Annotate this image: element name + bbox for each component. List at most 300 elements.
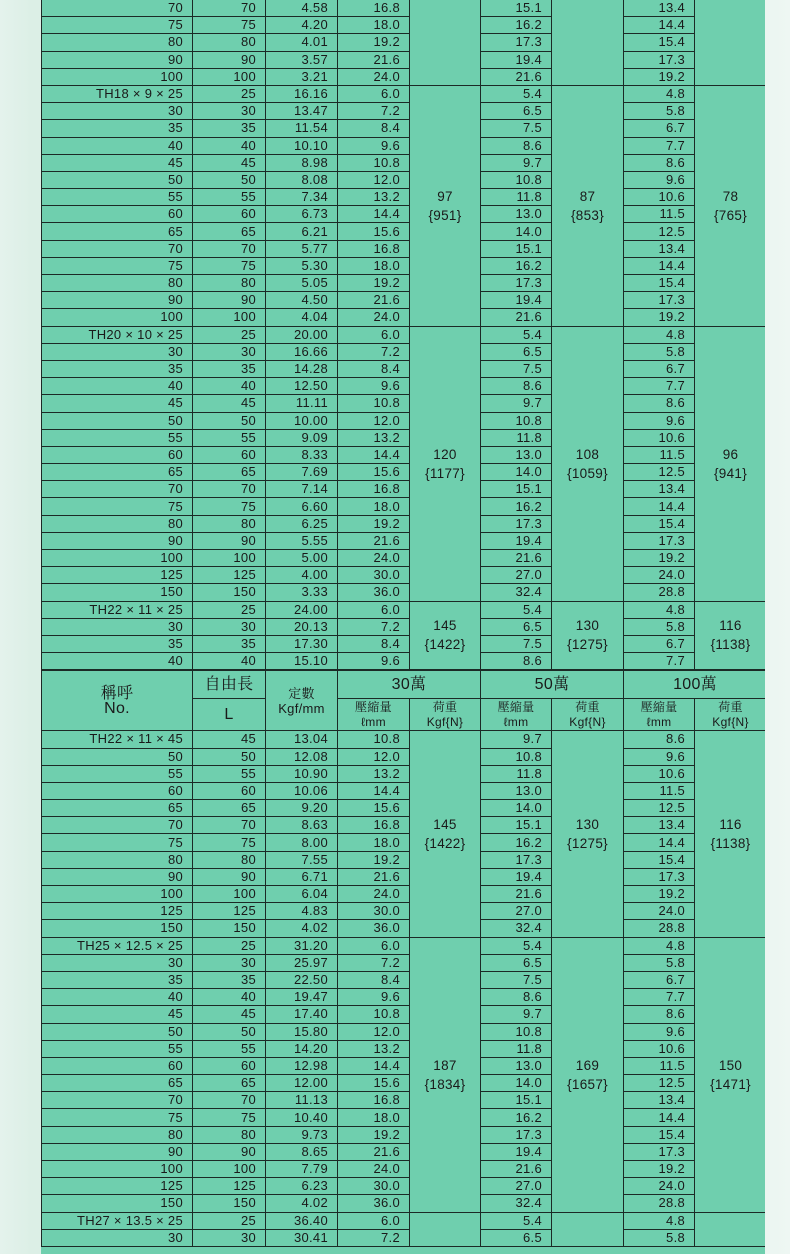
- free-length-cell: 40: [193, 137, 266, 154]
- compress-30-cell: 6.0: [338, 1212, 410, 1229]
- compress-100-cell: 11.5: [624, 446, 695, 463]
- free-length-cell: 90: [193, 868, 266, 885]
- spring-constant-cell: 9.20: [266, 800, 338, 817]
- compress-50-cell: 15.1: [481, 481, 552, 498]
- table-row: [42, 748, 766, 765]
- compress-50-cell: 27.0: [481, 567, 552, 584]
- spring-name-cell: 50: [42, 412, 193, 429]
- spring-name-cell: 45: [42, 154, 193, 171]
- compress-50-cell: 8.6: [481, 137, 552, 154]
- free-length-cell: 100: [193, 886, 266, 903]
- spring-name-cell: 90: [42, 51, 193, 68]
- compress-30-cell: 14.4: [338, 782, 410, 799]
- load-kgf: 150: [718, 1057, 743, 1073]
- compress-50-cell: 16.2: [481, 17, 552, 34]
- spring-constant-cell: 6.60: [266, 498, 338, 515]
- load-value-cell: [695, 326, 766, 601]
- compress-30-cell: 8.4: [338, 360, 410, 377]
- cycle-100-header: 100萬: [624, 671, 765, 699]
- load-header-50: [552, 699, 624, 731]
- free-length-cell: 70: [193, 1092, 266, 1109]
- spring-constant-cell: 22.50: [266, 971, 338, 988]
- compress-100-cell: 7.7: [624, 378, 695, 395]
- free-length-cell: 100: [193, 309, 266, 326]
- compress-100-cell: 24.0: [624, 1178, 695, 1195]
- compress-50-cell: 11.8: [481, 765, 552, 782]
- load-kgf: 187: [433, 1057, 457, 1073]
- compress-50-cell: 7.5: [481, 635, 552, 652]
- compress-50-cell: 5.4: [481, 1212, 552, 1229]
- load-newton: {951}: [428, 207, 462, 223]
- spring-constant-cell: 15.80: [266, 1023, 338, 1040]
- free-length-cell: 125: [193, 1178, 266, 1195]
- compress-100-cell: 4.8: [624, 601, 695, 618]
- table-row: [42, 1109, 766, 1126]
- free-length-cell: 100: [193, 68, 266, 85]
- free-length-cell: 100: [193, 550, 266, 567]
- load-newton: {1138}: [710, 637, 751, 653]
- compress-100-cell: 11.5: [624, 782, 695, 799]
- spring-constant-cell: 12.98: [266, 1057, 338, 1074]
- compress-100-cell: 7.7: [624, 989, 695, 1006]
- compress-100-cell: 10.6: [624, 765, 695, 782]
- compress-100-cell: 17.3: [624, 292, 695, 309]
- free-length-cell: 50: [193, 412, 266, 429]
- table-row: [42, 103, 766, 120]
- free-length-cell: 50: [193, 1023, 266, 1040]
- compress-30-cell: 12.0: [338, 1023, 410, 1040]
- spring-name-cell: 65: [42, 223, 193, 240]
- compress-50-cell: 10.8: [481, 412, 552, 429]
- bottom-table-body: [42, 731, 766, 1247]
- free-length-cell: 150: [193, 920, 266, 937]
- compress-50-cell: 7.5: [481, 971, 552, 988]
- compress-30-cell: 36.0: [338, 584, 410, 601]
- compress-30-cell: 7.2: [338, 343, 410, 360]
- compress-50-cell: 16.2: [481, 1109, 552, 1126]
- load-kgf: 108: [575, 446, 600, 462]
- spring-constant-cell: 4.02: [266, 920, 338, 937]
- load-kgf: 116: [719, 618, 742, 634]
- spring-name-cell: 40: [42, 989, 193, 1006]
- spring-constant-cell: 4.50: [266, 292, 338, 309]
- load-value-cell: [410, 937, 481, 1212]
- compress-30-cell: 13.2: [338, 429, 410, 446]
- load-value-cell: [695, 1212, 765, 1246]
- compress-50-cell: 21.6: [481, 1161, 552, 1178]
- compress-100-cell: 5.8: [624, 343, 695, 360]
- table-row: [42, 782, 766, 799]
- free-length-cell: 125: [193, 903, 266, 920]
- table-row: [42, 635, 766, 652]
- spring-name-cell: 70: [42, 0, 193, 17]
- load-unit: Kgf{N}: [712, 714, 749, 729]
- compress-100-cell: 7.7: [624, 137, 695, 154]
- load-unit: Kgf{N}: [426, 714, 464, 729]
- free-length-cell: 45: [193, 154, 266, 171]
- spring-constant-cell: 19.47: [266, 989, 338, 1006]
- table-row: [42, 653, 766, 670]
- load-newton: {853}: [570, 207, 605, 223]
- spring-name-cell: 40: [42, 653, 193, 670]
- compress-50-cell: 15.1: [481, 0, 552, 17]
- compress-30-cell: 9.6: [338, 137, 410, 154]
- table-row: [42, 971, 766, 988]
- compress-30-cell: 6.0: [338, 937, 410, 954]
- compress-50-cell: 10.8: [481, 1023, 552, 1040]
- compress-100-cell: 9.6: [624, 1023, 695, 1040]
- table-row: [42, 240, 766, 257]
- free-length-cell: 25: [193, 1212, 266, 1229]
- compress-header-50: [481, 699, 552, 731]
- table-row: [42, 171, 766, 188]
- compress-30-cell: 15.6: [338, 800, 410, 817]
- free-length-cell: 90: [193, 532, 266, 549]
- compress-50-cell: 13.0: [481, 1057, 552, 1074]
- table-row: [42, 257, 766, 274]
- table-row: [42, 412, 766, 429]
- free-length-cell: 50: [193, 171, 266, 188]
- spring-name-cell: TH22 × 11 × 45: [42, 731, 193, 748]
- compress-100-cell: 9.6: [624, 748, 695, 765]
- compress-100-cell: 24.0: [624, 567, 695, 584]
- spring-name-cell: 40: [42, 378, 193, 395]
- compress-unit: ℓmm: [646, 714, 672, 729]
- spring-constant-cell: 10.00: [266, 412, 338, 429]
- name-label: 稱呼: [100, 684, 134, 702]
- spring-constant-cell: 6.71: [266, 868, 338, 885]
- compress-100-cell: 6.7: [624, 120, 695, 137]
- compress-30-cell: 21.6: [338, 1143, 410, 1160]
- free-length-cell: 60: [193, 782, 266, 799]
- spring-constant-cell: 24.00: [266, 601, 338, 618]
- compress-100-cell: 13.4: [624, 817, 695, 834]
- free-length-cell: 35: [193, 120, 266, 137]
- spring-constant-cell: 4.00: [266, 567, 338, 584]
- spring-constant-cell: 3.57: [266, 51, 338, 68]
- compress-50-cell: 14.0: [481, 800, 552, 817]
- compress-label: 壓縮量: [497, 699, 535, 714]
- spring-constant-cell: 5.00: [266, 550, 338, 567]
- load-label: 荷重: [575, 699, 600, 714]
- load-value-cell: [410, 1212, 481, 1246]
- table-row: [42, 1195, 766, 1212]
- spring-name-cell: 90: [42, 1143, 193, 1160]
- compress-50-cell: 7.5: [481, 120, 552, 137]
- compress-header-30: [338, 699, 410, 731]
- compress-30-cell: 16.8: [338, 481, 410, 498]
- spring-constant-cell: 20.00: [266, 326, 338, 343]
- free-length-cell: 100: [193, 1161, 266, 1178]
- spring-constant-cell: 8.98: [266, 154, 338, 171]
- table-row: [42, 360, 766, 377]
- table-row: [42, 0, 766, 17]
- spring-name-cell: 65: [42, 464, 193, 481]
- free-length-cell: 50: [193, 748, 266, 765]
- table-row: [42, 34, 766, 51]
- load-value-cell: [410, 731, 481, 937]
- spring-name-cell: 75: [42, 1109, 193, 1126]
- table-row: [42, 429, 766, 446]
- table-row: [42, 954, 766, 971]
- compress-100-cell: 12.5: [624, 800, 695, 817]
- table-row: [42, 584, 766, 601]
- free-length-cell: 55: [193, 1040, 266, 1057]
- spring-constant-cell: 10.90: [266, 765, 338, 782]
- compress-50-cell: 17.3: [481, 851, 552, 868]
- load-kgf: 130: [575, 816, 600, 832]
- spring-name-cell: 30: [42, 1229, 193, 1246]
- free-length-cell: 90: [193, 1143, 266, 1160]
- compress-100-cell: 10.6: [624, 189, 695, 206]
- compress-100-cell: 17.3: [624, 532, 695, 549]
- load-value-cell: [552, 937, 624, 1212]
- compress-30-cell: 6.0: [338, 601, 410, 618]
- compress-30-cell: 7.2: [338, 954, 410, 971]
- compress-50-cell: 9.7: [481, 395, 552, 412]
- compress-100-cell: 9.6: [624, 412, 695, 429]
- free-length-cell: 30: [193, 618, 266, 635]
- spring-name-cell: 125: [42, 567, 193, 584]
- load-newton: {1834}: [424, 1076, 466, 1092]
- spring-name-cell: TH22 × 11 × 25: [42, 601, 193, 618]
- compress-100-cell: 8.6: [624, 395, 695, 412]
- free-length-cell: 90: [193, 292, 266, 309]
- compress-30-cell: 12.0: [338, 748, 410, 765]
- compress-50-cell: 6.5: [481, 343, 552, 360]
- compress-30-cell: 21.6: [338, 868, 410, 885]
- free-length-cell: 45: [193, 395, 266, 412]
- spring-constant-cell: 14.28: [266, 360, 338, 377]
- free-length-cell: 25: [193, 601, 266, 618]
- compress-50-cell: 27.0: [481, 903, 552, 920]
- compress-100-cell: 19.2: [624, 886, 695, 903]
- compress-30-cell: 13.2: [338, 189, 410, 206]
- spring-name-cell: 80: [42, 1126, 193, 1143]
- compress-50-cell: 21.6: [481, 68, 552, 85]
- spring-constant-cell: 11.13: [266, 1092, 338, 1109]
- compress-50-cell: 6.5: [481, 103, 552, 120]
- spec-table-top: [41, 0, 765, 670]
- table-row: [42, 886, 766, 903]
- compress-50-cell: 5.4: [481, 85, 552, 102]
- load-value-cell: [410, 85, 481, 326]
- compress-50-cell: 19.4: [481, 868, 552, 885]
- spring-constant-cell: 31.20: [266, 937, 338, 954]
- free-length-cell: 70: [193, 817, 266, 834]
- compress-30-cell: 13.2: [338, 765, 410, 782]
- compress-30-cell: 8.4: [338, 971, 410, 988]
- compress-100-cell: 15.4: [624, 851, 695, 868]
- table-row: [42, 1229, 766, 1246]
- table-row: [42, 1126, 766, 1143]
- table-row: [42, 1143, 766, 1160]
- spring-constant-cell: 17.40: [266, 1006, 338, 1023]
- spring-name-cell: 75: [42, 257, 193, 274]
- spring-name-cell: 35: [42, 120, 193, 137]
- free-length-sub-label: L: [193, 699, 266, 731]
- load-newton: {1275}: [567, 637, 608, 653]
- compress-50-cell: 27.0: [481, 1178, 552, 1195]
- compress-30-cell: 15.6: [338, 464, 410, 481]
- spring-name-cell: 80: [42, 515, 193, 532]
- compress-50-cell: 17.3: [481, 515, 552, 532]
- load-value-cell: [695, 0, 766, 85]
- compress-100-cell: 8.6: [624, 731, 695, 748]
- compress-header-100: [624, 699, 695, 731]
- spring-name-cell: 80: [42, 34, 193, 51]
- free-length-cell: 70: [193, 481, 266, 498]
- spring-name-cell: 70: [42, 817, 193, 834]
- spring-constant-cell: 3.21: [266, 68, 338, 85]
- spring-constant-cell: 8.33: [266, 446, 338, 463]
- free-length-cell: 65: [193, 223, 266, 240]
- load-label: 荷重: [432, 699, 458, 714]
- compress-100-cell: 13.4: [624, 240, 695, 257]
- compress-30-cell: 21.6: [338, 292, 410, 309]
- constant-header: [266, 671, 338, 731]
- cycle-50-header: 50萬: [481, 671, 624, 699]
- compress-100-cell: 14.4: [624, 257, 695, 274]
- table-row: [42, 17, 766, 34]
- compress-unit: ℓmm: [361, 714, 386, 729]
- compress-30-cell: 36.0: [338, 920, 410, 937]
- spring-name-cell: 60: [42, 782, 193, 799]
- compress-50-cell: 10.8: [481, 171, 552, 188]
- free-length-cell: 45: [193, 731, 266, 748]
- compress-100-cell: 12.5: [624, 223, 695, 240]
- spring-name-cell: 90: [42, 532, 193, 549]
- compress-100-cell: 5.8: [624, 1229, 695, 1246]
- table-row: [42, 446, 766, 463]
- table-row: [42, 1178, 766, 1195]
- compress-30-cell: 14.4: [338, 446, 410, 463]
- spring-name-cell: 100: [42, 309, 193, 326]
- free-length-cell: 25: [193, 85, 266, 102]
- free-length-cell: 70: [193, 240, 266, 257]
- compress-30-cell: 14.4: [338, 206, 410, 223]
- compress-50-cell: 19.4: [481, 292, 552, 309]
- compress-100-cell: 19.2: [624, 309, 695, 326]
- compress-50-cell: 17.3: [481, 34, 552, 51]
- compress-100-cell: 10.6: [624, 429, 695, 446]
- compress-50-cell: 21.6: [481, 550, 552, 567]
- spring-name-cell: 150: [42, 1195, 193, 1212]
- spring-name-cell: 75: [42, 17, 193, 34]
- load-value-cell: [410, 0, 481, 85]
- table-row: [42, 515, 766, 532]
- load-value-cell: [695, 601, 766, 670]
- load-newton: {1471}: [710, 1076, 751, 1092]
- compress-50-cell: 9.7: [481, 154, 552, 171]
- spring-constant-cell: 15.10: [266, 653, 338, 670]
- compress-50-cell: 7.5: [481, 360, 552, 377]
- load-kgf: 120: [433, 446, 457, 462]
- spring-name-cell: 80: [42, 851, 193, 868]
- table-row: [42, 378, 766, 395]
- compress-50-cell: 32.4: [481, 920, 552, 937]
- table-row: [42, 920, 766, 937]
- compress-30-cell: 16.8: [338, 0, 410, 17]
- compress-50-cell: 8.6: [481, 653, 552, 670]
- table-row: [42, 1006, 766, 1023]
- spring-constant-cell: 25.97: [266, 954, 338, 971]
- table-row: [42, 1212, 766, 1229]
- compress-30-cell: 13.2: [338, 1040, 410, 1057]
- spec-table-bottom: [41, 670, 765, 1247]
- spring-constant-cell: 8.08: [266, 171, 338, 188]
- table-row: [42, 1075, 766, 1092]
- compress-50-cell: 14.0: [481, 464, 552, 481]
- spring-name-cell: 150: [42, 584, 193, 601]
- load-value-cell: [410, 326, 481, 601]
- constant-label: 定數: [288, 685, 315, 701]
- table-row: [42, 601, 766, 618]
- spring-constant-cell: 6.23: [266, 1178, 338, 1195]
- compress-30-cell: 7.2: [338, 618, 410, 635]
- load-kgf: 87: [579, 188, 596, 204]
- table-row: [42, 567, 766, 584]
- compress-100-cell: 9.6: [624, 171, 695, 188]
- compress-100-cell: 4.8: [624, 1212, 695, 1229]
- compress-50-cell: 8.6: [481, 378, 552, 395]
- compress-50-cell: 15.1: [481, 1092, 552, 1109]
- compress-unit: ℓmm: [503, 714, 529, 729]
- table-row: [42, 851, 766, 868]
- compress-100-cell: 8.6: [624, 1006, 695, 1023]
- free-length-cell: 70: [193, 0, 266, 17]
- spring-constant-cell: 4.83: [266, 903, 338, 920]
- compress-100-cell: 11.5: [624, 206, 695, 223]
- compress-100-cell: 19.2: [624, 1161, 695, 1178]
- spring-name-cell: 60: [42, 206, 193, 223]
- spring-name-cell: 35: [42, 360, 193, 377]
- compress-50-cell: 8.6: [481, 989, 552, 1006]
- compress-50-cell: 15.1: [481, 817, 552, 834]
- table-row: [42, 85, 766, 102]
- compress-label: 壓縮量: [355, 699, 392, 714]
- free-length-cell: 35: [193, 360, 266, 377]
- spring-constant-cell: 30.41: [266, 1229, 338, 1246]
- compress-100-cell: 28.8: [624, 920, 695, 937]
- compress-100-cell: 13.4: [624, 1092, 695, 1109]
- table-row: [42, 800, 766, 817]
- compress-30-cell: 9.6: [338, 989, 410, 1006]
- spring-constant-cell: 12.50: [266, 378, 338, 395]
- load-value-cell: [552, 85, 624, 326]
- spring-constant-cell: 4.01: [266, 34, 338, 51]
- spring-name-cell: 70: [42, 1092, 193, 1109]
- spring-name-cell: 150: [42, 920, 193, 937]
- compress-30-cell: 19.2: [338, 1126, 410, 1143]
- table-row: [42, 1040, 766, 1057]
- free-length-cell: 30: [193, 343, 266, 360]
- load-kgf: 97: [437, 188, 453, 204]
- spring-constant-cell: 11.11: [266, 395, 338, 412]
- table-row: [42, 275, 766, 292]
- spring-constant-cell: 8.63: [266, 817, 338, 834]
- compress-100-cell: 4.8: [624, 85, 695, 102]
- free-length-header: 自由長: [193, 671, 266, 699]
- compress-100-cell: 4.8: [624, 937, 695, 954]
- compress-30-cell: 30.0: [338, 567, 410, 584]
- spring-constant-cell: 14.20: [266, 1040, 338, 1057]
- compress-50-cell: 21.6: [481, 309, 552, 326]
- table-row: [42, 120, 766, 137]
- compress-30-cell: 19.2: [338, 515, 410, 532]
- load-value-cell: [552, 601, 624, 670]
- spring-constant-cell: 5.55: [266, 532, 338, 549]
